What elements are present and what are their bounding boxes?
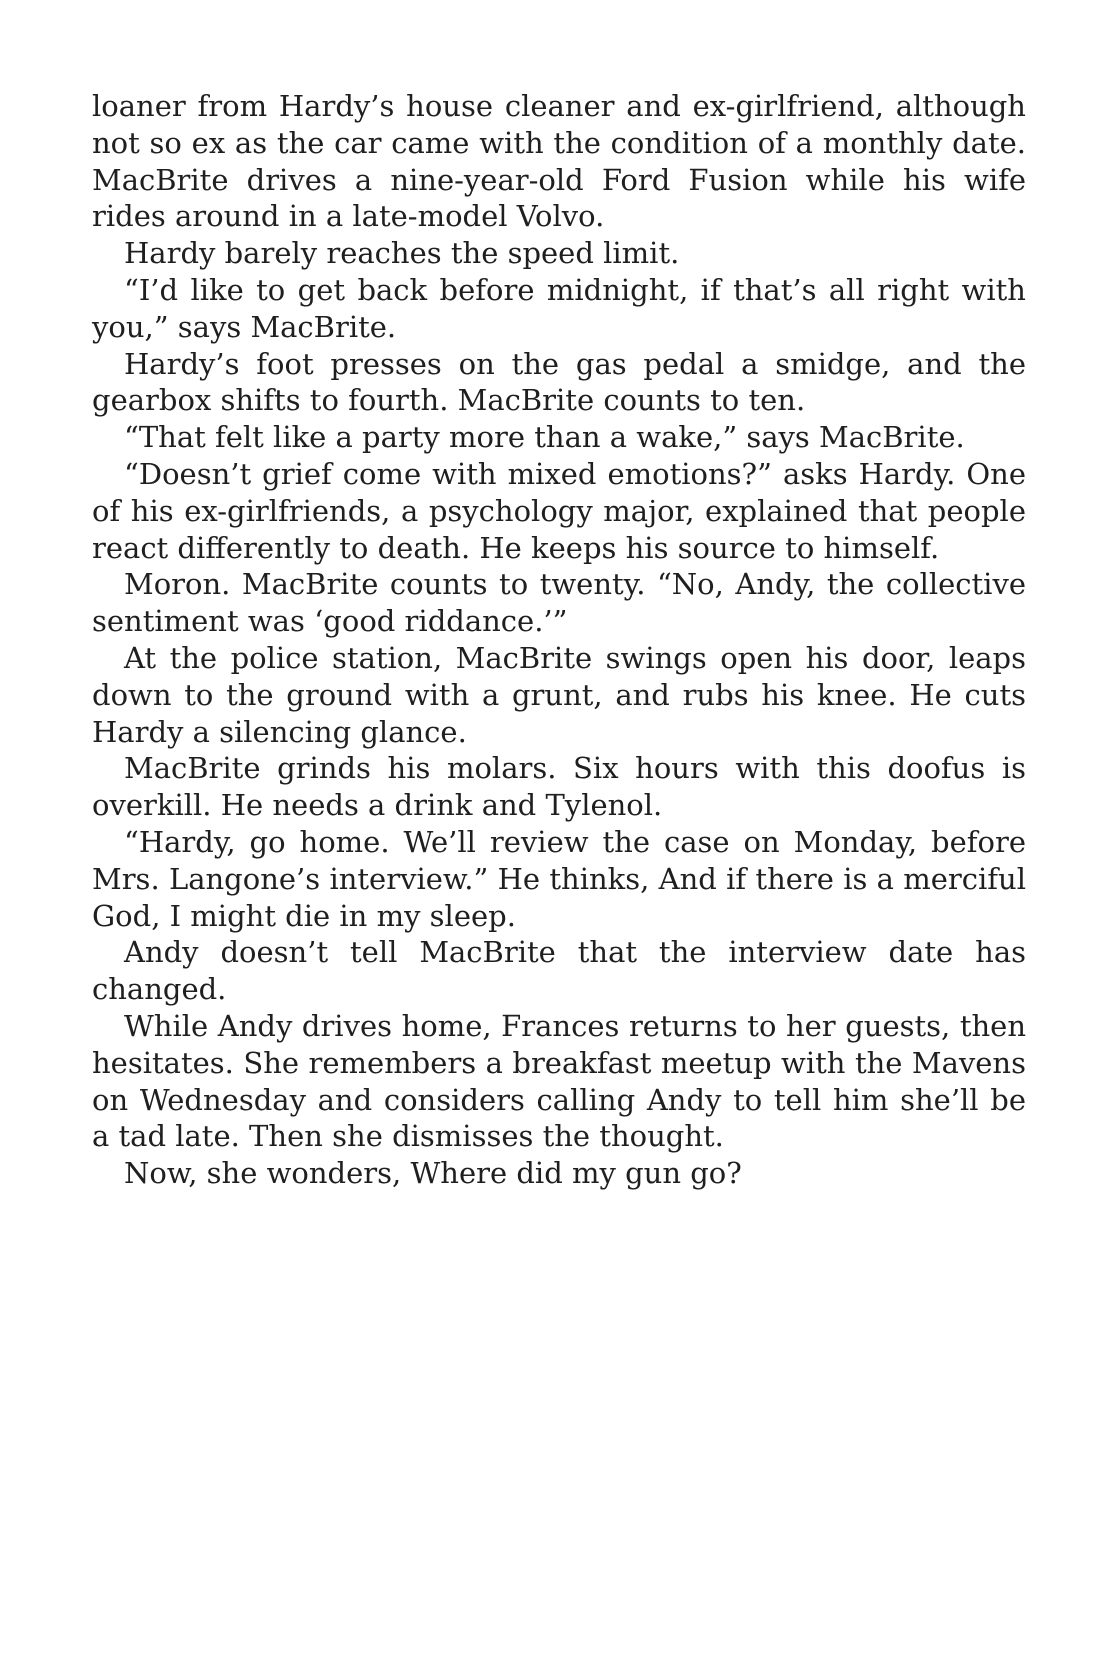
paragraph: “Doesn’t grief come with mixed emotions?” asks Hardy. One of his ex-girlfriends, a psychology major, explained that people react differently to death. He keeps his source to himself. (92, 456, 1026, 565)
paragraph: Hardy’s foot presses on the gas pedal a smidge, and the gearbox shifts to fourth. MacBrite counts to ten. (92, 346, 1026, 418)
paragraph: “That felt like a party more than a wake,” says MacBrite. (124, 420, 965, 455)
paragraph: Andy doesn’t tell MacBrite that the interview date has changed. (92, 935, 1026, 1007)
book-page (92, 88, 1026, 1192)
paragraph-continued: loaner from Hardy’s house cleaner and ex-girlfriend, although not so ex as the car came with the condition of a monthly date. MacBrite drives a nine-year-old Ford Fusion while his wife rides around in a late-model Volvo. (92, 89, 1026, 234)
paragraph: Now, she wonders, Where did my gun go? (124, 1156, 742, 1191)
paragraph: MacBrite grinds his molars. Six hours with this doofus is overkill. He needs a drink and Tylenol. (92, 751, 1026, 823)
paragraph: Moron. MacBrite counts to twenty. “No, Andy, the collective sentiment was ‘good riddance.’” (92, 567, 1026, 639)
paragraph: Hardy barely reaches the speed limit. (124, 236, 680, 271)
paragraph: While Andy drives home, Frances returns to her guests, then hesitates. She remembers a breakfast meetup with the Mavens on Wednesday and considers calling Andy to tell him she’ll be a tad late. Then she dismisses the thought. (92, 1008, 1026, 1154)
paragraph: “Hardy, go home. We’ll review the case on Monday, before Mrs. Langone’s interview.” He thinks, And if there is a merciful God, I might die in my sleep. (92, 824, 1026, 933)
paragraph: “I’d like to get back before midnight, if that’s all right with you,” says MacBrite. (92, 272, 1026, 344)
paragraph: At the police station, MacBrite swings open his door, leaps down to the ground with a grunt, and rubs his knee. He cuts Hardy a silencing glance. (92, 640, 1026, 749)
